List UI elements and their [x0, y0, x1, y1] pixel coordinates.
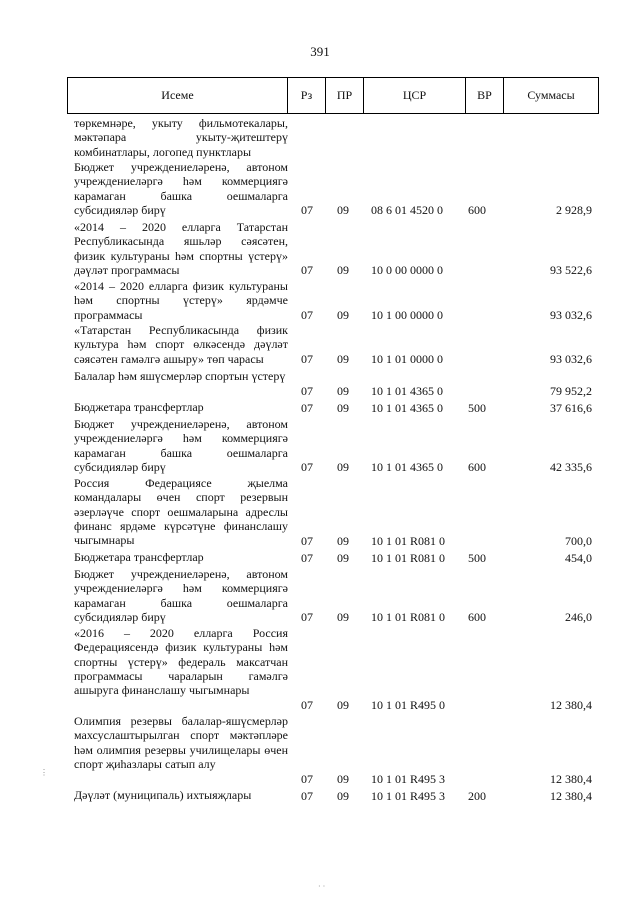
row-rz: 07	[301, 788, 313, 803]
row-pr: 09	[337, 533, 349, 548]
row-rz: 07	[301, 550, 313, 565]
table-row	[0, 626, 640, 712]
table-row	[0, 116, 640, 159]
scan-speck: ⋮	[40, 768, 48, 777]
row-pr: 09	[337, 697, 349, 712]
row-vr: 200	[468, 788, 486, 803]
row-sum: 12 380,4	[550, 697, 592, 712]
table-row	[0, 160, 640, 217]
row-sum: 2 928,9	[556, 202, 592, 217]
row-sum: 42 335,6	[550, 459, 592, 474]
table-header	[67, 77, 599, 114]
table-row	[0, 714, 640, 786]
row-pr: 09	[337, 307, 349, 322]
table-row	[0, 323, 640, 366]
row-sum: 454,0	[565, 550, 592, 565]
row-name: «2014 – 2020 елларга физик культураны һәм спортны үстерү» ярдәмче программасы	[74, 279, 288, 322]
row-vr: 600	[468, 202, 486, 217]
row-rz: 07	[301, 533, 313, 548]
row-pr: 09	[337, 550, 349, 565]
row-rz: 07	[301, 351, 313, 366]
table-row	[0, 369, 640, 398]
row-pr: 09	[337, 771, 349, 786]
row-csr: 10 1 00 0000 0	[371, 307, 443, 322]
row-vr: 600	[468, 609, 486, 624]
row-sum: 246,0	[565, 609, 592, 624]
row-sum: 700,0	[565, 533, 592, 548]
row-pr: 09	[337, 262, 349, 277]
row-csr: 10 1 01 R081 0	[371, 550, 446, 565]
row-csr: 10 1 01 R495 3	[371, 788, 446, 803]
header-vr: ВР	[466, 78, 504, 113]
row-csr: 10 1 01 4365 0	[371, 383, 443, 398]
row-rz: 07	[301, 771, 313, 786]
header-pr: ПР	[326, 78, 364, 113]
row-vr: 600	[468, 459, 486, 474]
row-rz: 07	[301, 459, 313, 474]
row-csr: 10 1 01 0000 0	[371, 351, 443, 366]
table-row	[0, 279, 640, 322]
row-pr: 09	[337, 609, 349, 624]
table-row	[0, 220, 640, 277]
row-sum: 93 522,6	[550, 262, 592, 277]
header-sum: Суммасы	[527, 88, 575, 102]
table-row	[0, 550, 640, 565]
table-row	[0, 567, 640, 624]
row-name: Бюджет учреждениеләренә, автоном учреждениеләргә һәм коммерциягә карамаган башка оешмаларга субсидияләр бирү	[74, 417, 288, 474]
row-vr: 500	[468, 550, 486, 565]
header-name: Исеме	[68, 78, 288, 113]
row-pr: 09	[337, 788, 349, 803]
row-csr: 10 1 01 R081 0	[371, 533, 446, 548]
row-rz: 07	[301, 202, 313, 217]
row-name: Бюджетара трансфертлар	[74, 550, 204, 564]
row-pr: 09	[337, 351, 349, 366]
row-name: Бюджетара трансфертлар	[74, 400, 204, 414]
row-rz: 07	[301, 262, 313, 277]
row-sum: 79 952,2	[550, 383, 592, 398]
row-pr: 09	[337, 202, 349, 217]
row-sum: 93 032,6	[550, 351, 592, 366]
row-name: «2016 – 2020 елларга Россия Федерациясендә физик культураны һәм спортны үстерү» федераль максатчан программасы чараларын гамәлгә ашыруга финанслашу чыгымнары	[74, 626, 288, 698]
table-row	[0, 417, 640, 474]
row-csr: 10 1 01 R081 0	[371, 609, 446, 624]
row-sum: 12 380,4	[550, 771, 592, 786]
row-name: Дәүләт (муниципаль) ихтыяҗлары	[74, 788, 252, 802]
row-csr: 10 0 00 0000 0	[371, 262, 443, 277]
row-rz: 07	[301, 609, 313, 624]
row-rz: 07	[301, 400, 313, 415]
row-sum: 37 616,6	[550, 400, 592, 415]
table-row	[0, 400, 640, 415]
row-pr: 09	[337, 459, 349, 474]
row-name: Россия Федерациясе җыелма командалары өчен спорт резервын әзерләүче спорт оешмаларына адреслы финанс ярдәме күрсәтүне финанслашу чыгымнары	[74, 476, 288, 548]
row-name: «Татарстан Республикасында физик культура һәм спорт өлкәсендә дәүләт сәясәтен гамәлгә ашыру» төп чарасы	[74, 323, 288, 366]
row-name: төркемнәре, укыту фильмотекалары, мәктәпара укыту-җитештерү комбинатлары, логопед пунктлары	[74, 116, 288, 159]
table-row	[0, 476, 640, 548]
header-csr: ЦСР	[364, 78, 466, 113]
row-name: Бюджет учреждениеләренә, автоном учреждениеләргә һәм коммерциягә карамаган башка оешмаларга субсидияләр бирү	[74, 567, 288, 624]
header-rz: Рз	[288, 78, 326, 113]
row-sum: 12 380,4	[550, 788, 592, 803]
row-pr: 09	[337, 400, 349, 415]
row-rz: 07	[301, 307, 313, 322]
scan-speck: · ·	[318, 882, 326, 891]
table-row	[0, 788, 640, 803]
row-name: Бюджет учреждениеләренә, автоном учреждениеләргә һәм коммерциягә карамаган башка оешмаларга субсидияләр бирү	[74, 160, 288, 217]
row-csr: 10 1 01 R495 3	[371, 771, 446, 786]
row-rz: 07	[301, 697, 313, 712]
row-name: Олимпия резервы балалар-яшүсмерләр махсуслаштырылган спорт мәктәпләре һәм олимпия резервы училищелары өчен спорт җиһазлары сатып алу	[74, 714, 288, 771]
row-csr: 10 1 01 4365 0	[371, 459, 443, 474]
row-sum: 93 032,6	[550, 307, 592, 322]
row-pr: 09	[337, 383, 349, 398]
row-csr: 08 6 01 4520 0	[371, 202, 443, 217]
row-csr: 10 1 01 R495 0	[371, 697, 446, 712]
row-name: «2014 – 2020 елларга Татарстан Республикасында яшьләр сәясәтен, физик культураны һәм спортны үстерү» дәүләт программасы	[74, 220, 288, 277]
row-name: Балалар һәм яшүсмерләр спортын үстерү	[74, 369, 286, 383]
page-number: 391	[310, 44, 330, 59]
row-rz: 07	[301, 383, 313, 398]
row-csr: 10 1 01 4365 0	[371, 400, 443, 415]
row-vr: 500	[468, 400, 486, 415]
